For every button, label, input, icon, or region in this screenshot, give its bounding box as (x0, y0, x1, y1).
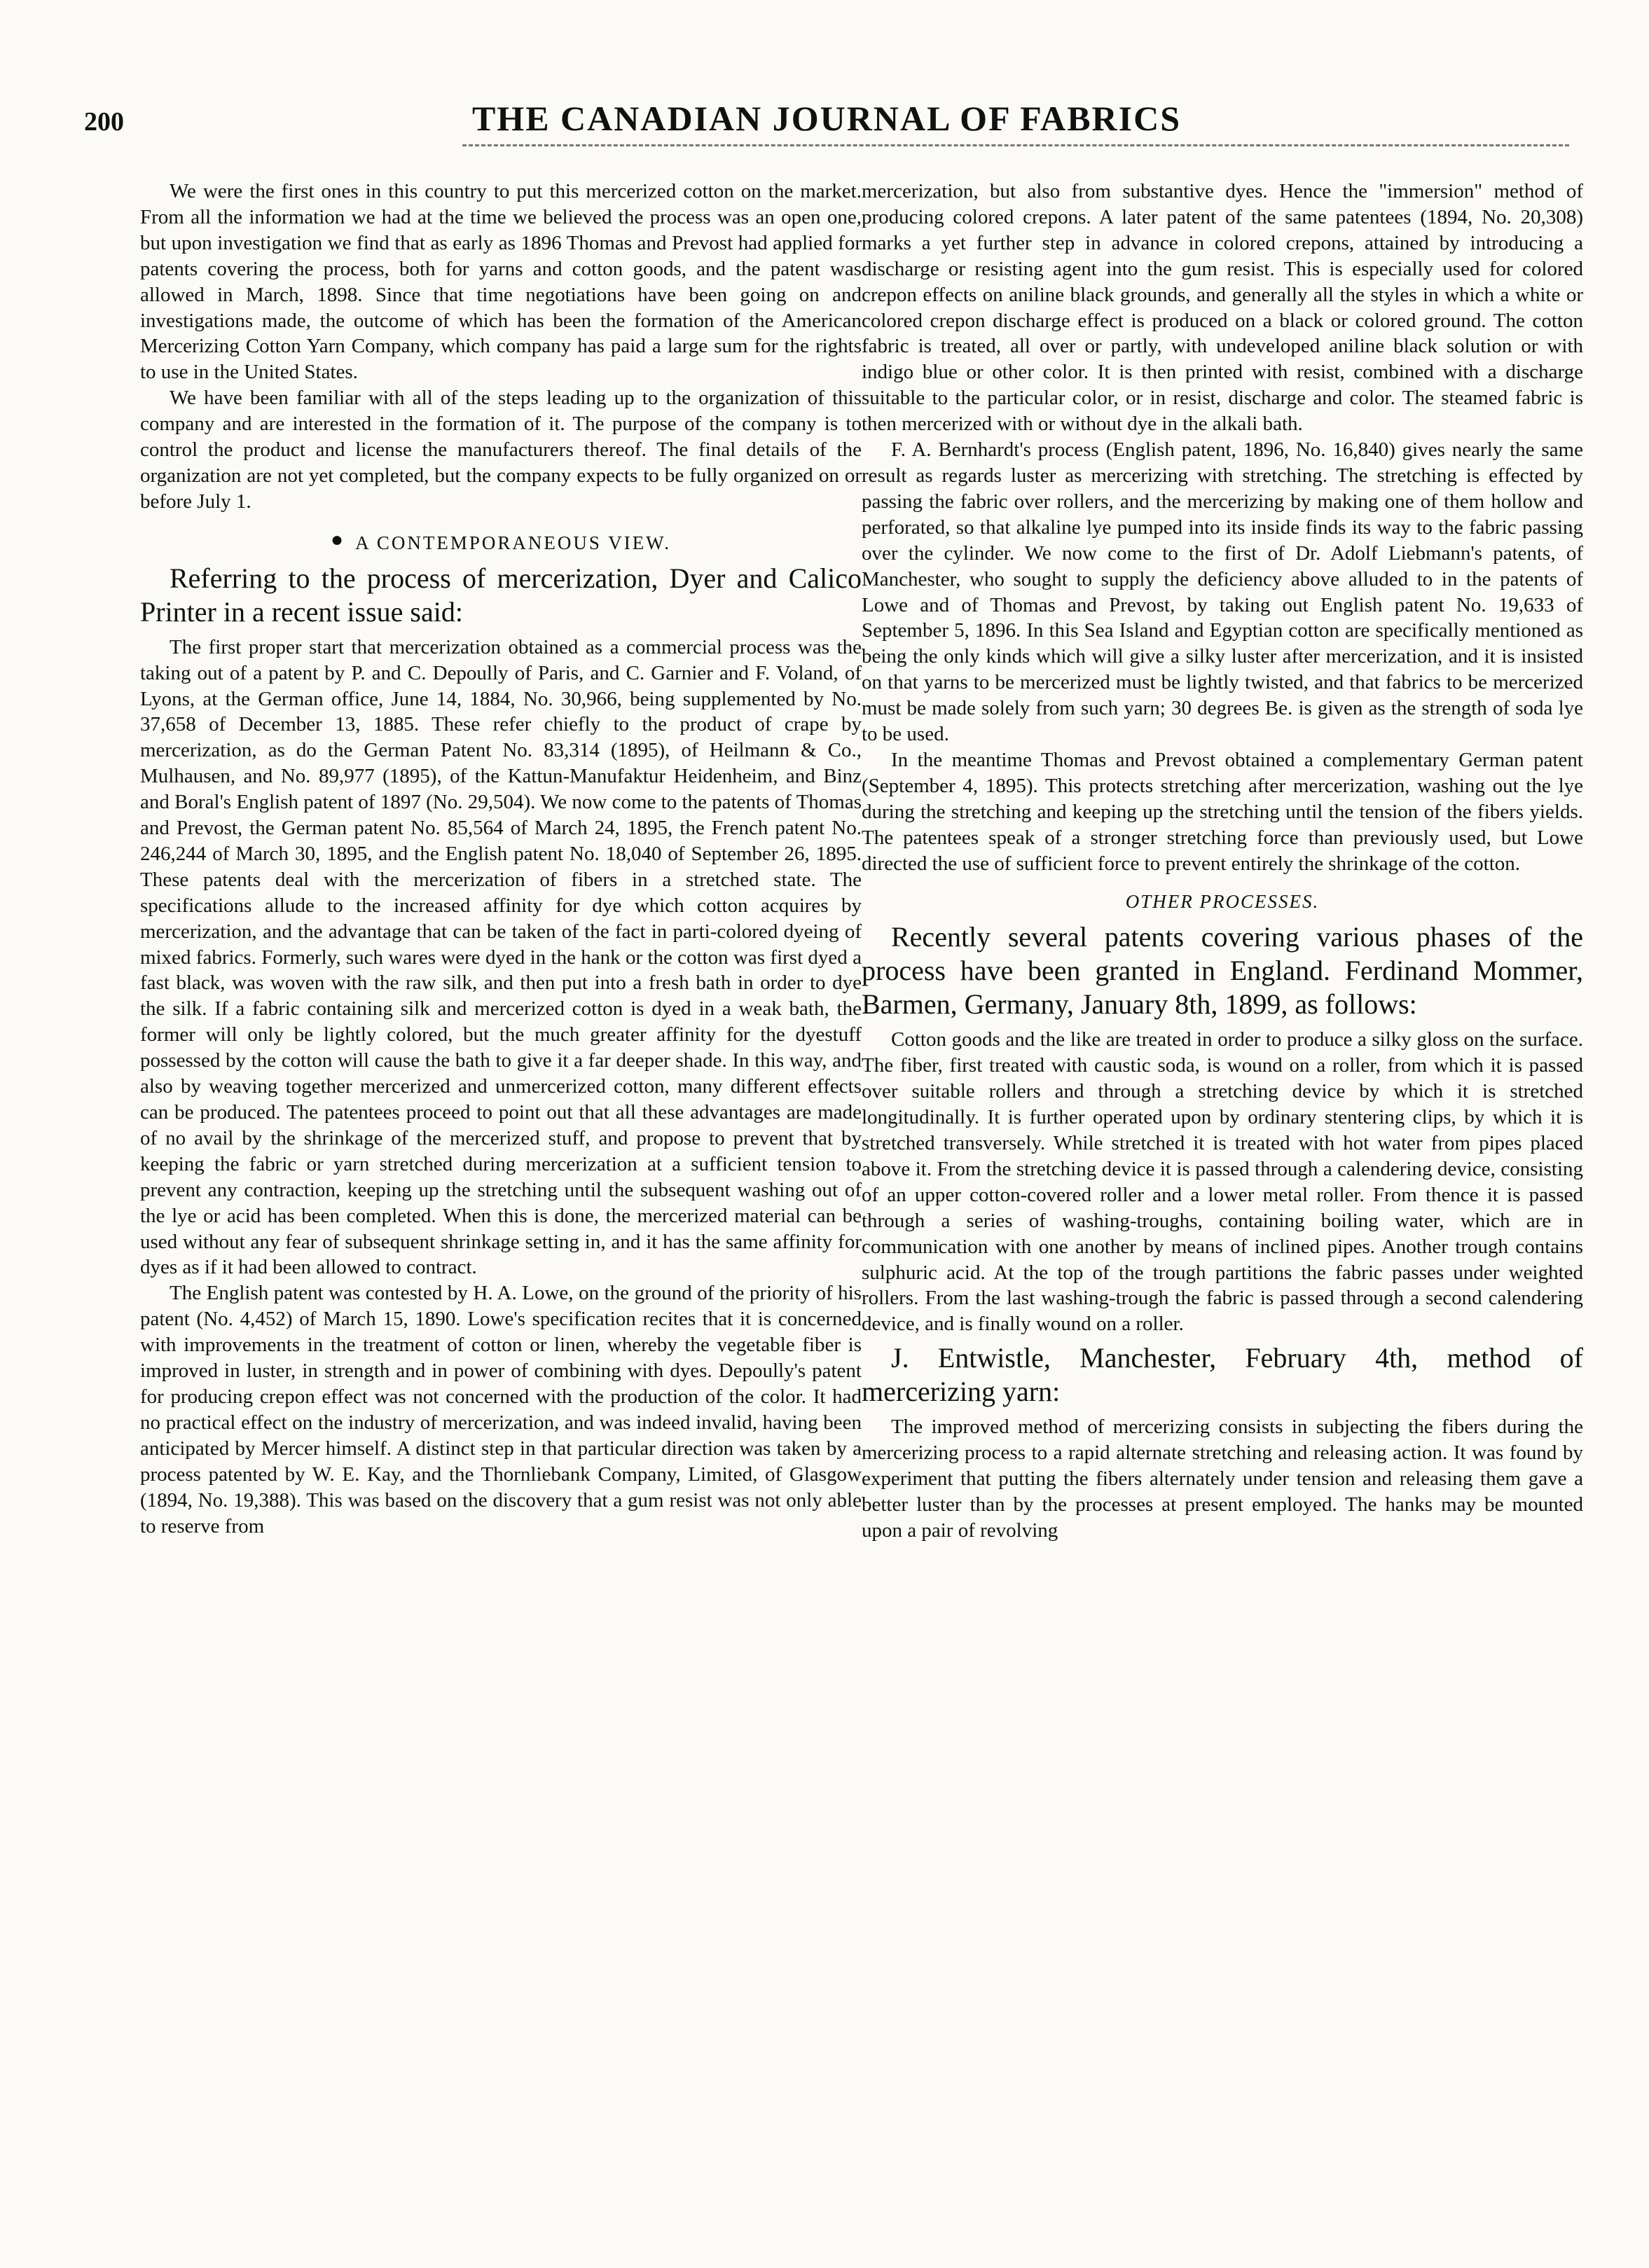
right-paragraph-1: mercerization, but also from substantive dyes. Hence the "immersion" method of producing colored crepons. A later patent of the same patentees (1894, No. 20,308) marks a yet further step in advance in colored crepons, attained by introducing a discharge or resisting agent into the gum resist. This is especially used for colored crepon effects on aniline black grounds, and generally all the styles in which a white or colored crepon discharge effect is produced on a black or colored ground. The cotton fabric is treated, all over or partly, with undeveloped aniline black solution or with indigo blue or other color. It is then printed with resist, combined with a discharge suitable to the particular color, or in resist, discharge and color. The steamed fabric is then mercerized with or without dye in the alkali bath. (862, 180, 1583, 436)
left-column (140, 179, 862, 2245)
lead-paragraph-entwistle: J. Entwistle, Manchester, February 4th, method of mercerizing yarn: (862, 1342, 1583, 1408)
page-number: 200 (84, 107, 124, 137)
left-paragraph-1: We were the first ones in this country to put this mercerized cotton on the market. From all the information we had at the time we believed the process was an open one, but upon investigation we find that as early as 1896 Thomas and Prevost had applied for patents covering the process, both for yarns and cotton goods, and the patent was allowed in March, 1898. Since that time negotiations have been going on and investigations made, the outcome of which has been the formation of the American Mercerizing Cotton Yarn Company, which company has paid a large sum for the rights to use in the United States. (140, 180, 862, 384)
lead-paragraph-dyer: Referring to the process of mercerization, Dyer and Calico Printer in a recent issue said: (140, 562, 862, 628)
bullet-icon: ● (331, 527, 346, 551)
right-paragraph-4: Cotton goods and the like are treated in order to produce a silky gloss on the surface. The fiber, first treated with caustic soda, is wound on a roller, from which it is passed over suitable rollers and through a stretching device by which it is stretched longitudinally. It is further operated upon by ordinary stentering clips, by which it is stretched transversely. While stretched it is treated with hot water from pipes placed above it. From the stretching device it is passed through a calendering device, consisting of an upper cotton-covered roller and a lower metal roller. From thence it is passed through a series of washing-troughs, containing boiling water, which are in communication with one another by means of inclined pipes. Another trough contains sulphuric acid. At the top of the trough partitions the fabric passes under weighted rollers. From the last washing-trough the fabric is passed through a second calendering device, and is finally wound on a roller. (862, 1028, 1583, 1336)
section-heading-contemporaneous (140, 527, 862, 556)
header-rule (462, 144, 1569, 146)
left-paragraph-2: We have been familiar with all of the steps leading up to the organization of this company and are interested in the formation of it. The purpose of the company is to control the product and license the manufacturers thereof. The final details of the organization are not yet completed, but the company expects to be fully organized on or before July 1. (140, 387, 862, 513)
section-heading-other-processes: OTHER PROCESSES. (1125, 891, 1320, 913)
right-column (862, 179, 1583, 2245)
right-paragraph-2: F. A. Bernhardt's process (English patent, 1896, No. 16,840) gives nearly the same result as regards luster as mercerizing with stretching. The stretching is effected by passing the fabric over rollers, and the mercerizing by making one of them hollow and perforated, so that alkaline lye pumped into its inside finds its way to the fabric passing over the cylinder. We now come to the first of Dr. Adolf Liebmann's patents, of Manchester, who sought to supply the deficiency above alluded to in the patents of Lowe and of Thomas and Prevost, by taking out English patent No. 19,633 of September 5, 1896. In this Sea Island and Egyptian cotton are specifically mentioned as being the only kinds which will give a silky luster after mercerization, and it is insisted on that yarns to be mercerized must be lightly twisted, and that fabrics to be mercerized must be made solely from such yarn; 30 degrees Be. is given as the strength of soda lye to be used. (862, 438, 1583, 746)
page-header (84, 98, 1569, 147)
lead-paragraph-mommer: Recently several patents covering various phases of the process have been granted in England. Ferdinand Mommer, Barmen, Germany, January 8th, 1899, as follows: (862, 921, 1583, 1021)
right-paragraph-5: The improved method of mercerizing consists in subjecting the fibers during the mercerizing process to a rapid alternate stretching and releasing action. It was found by experiment that putting the fibers alternately under tension and releasing them gave a better luster than by the processes at present employed. The hanks may be mounted upon a pair of revolving (862, 1416, 1583, 1542)
section-heading-text: A CONTEMPORANEOUS VIEW. (355, 532, 671, 553)
left-paragraph-3: The first proper start that mercerization obtained as a commercial process was the taking out of a patent by P. and C. Depoully of Paris, and C. Garnier and F. Voland, of Lyons, at the German office, June 14, 1884, No. 30,966, being supplemented by No. 37,658 of December 13, 1885. These refer chiefly to the product of crape by mercerization, as do the German Patent No. 83,314 (1895), of Heilmann & Co., Mulhausen, and No. 89,977 (1895), of the Kattun-Manufaktur Heidenheim, and Binz and Boral's English patent of 1897 (No. 29,504). We now come to the patents of Thomas and Prevost, the German patent No. 85,564 of March 24, 1895, the French patent No. 246,244 of March 30, 1895, and the English patent No. 18,040 of September 26, 1895. These patents deal with the mercerization of fibers in a stretched state. The specifications allude to the increased affinity for dye which cotton acquires by mercerization, and the advantage that can be taken of the fact in parti-colored dyeing of mixed fabrics. Formerly, such wares were dyed in the hank or the cotton was first dyed a fast black, was woven with the raw silk, and then put into a fresh bath in order to dye the silk. If a fabric containing silk and mercerized cotton is dyed in a weak bath, the former will only be lightly colored, but the much greater affinity for the dyestuff possessed by the cotton will cause the bath to give it a far deeper shade. In this way, and also by weaving together mercerized and unmercerized cotton, many different effects can be produced. The patentees proceed to point out that all these advantages are made of no avail by the shrinkage of the mercerized stuff, and propose to prevent that by keeping the fabric or yarn stretched during mercerization at a sufficient tension to prevent any contraction, keeping up the stretching until the subsequent washing out of the lye or acid has been completed. When this is done, the mercerized material can be used without any fear of subsequent shrinkage setting in, and it has the same affinity for dyes as if it had been allowed to contract. (140, 635, 862, 1279)
right-paragraph-3: In the meantime Thomas and Prevost obtained a complementary German patent (September 4, 1895). This protects stretching after mercerization, washing out the lye during the stretching and keeping up the stretching until the tension of the fibers yields. The patentees speak of a stronger stretching force than previously used, but Lowe directed the use of sufficient force to prevent entirely the shrinkage of the cotton. (862, 748, 1583, 875)
left-paragraph-4: The English patent was contested by H. A. Lowe, on the ground of the priority of his patent (No. 4,452) of March 15, 1890. Lowe's specification recites that it is concerned with improvements in the treatment of cotton or linen, whereby the vegetable fiber is improved in luster, in strength and in power of combining with dyes. Depoully's patent for producing crepon effect was not concerned with the production of the color. It had no practical effect on the industry of mercerization, and was indeed invalid, having been anticipated by Mercer himself. A distinct step in that particular direction was taken by a process patented by W. E. Kay, and the Thornliebank Company, Limited, of Glasgow (1894, No. 19,388). This was based on the discovery that a gum resist was not only able to reserve from (140, 1282, 862, 1537)
journal-title: THE CANADIAN JOURNAL OF FABRICS (471, 99, 1182, 138)
